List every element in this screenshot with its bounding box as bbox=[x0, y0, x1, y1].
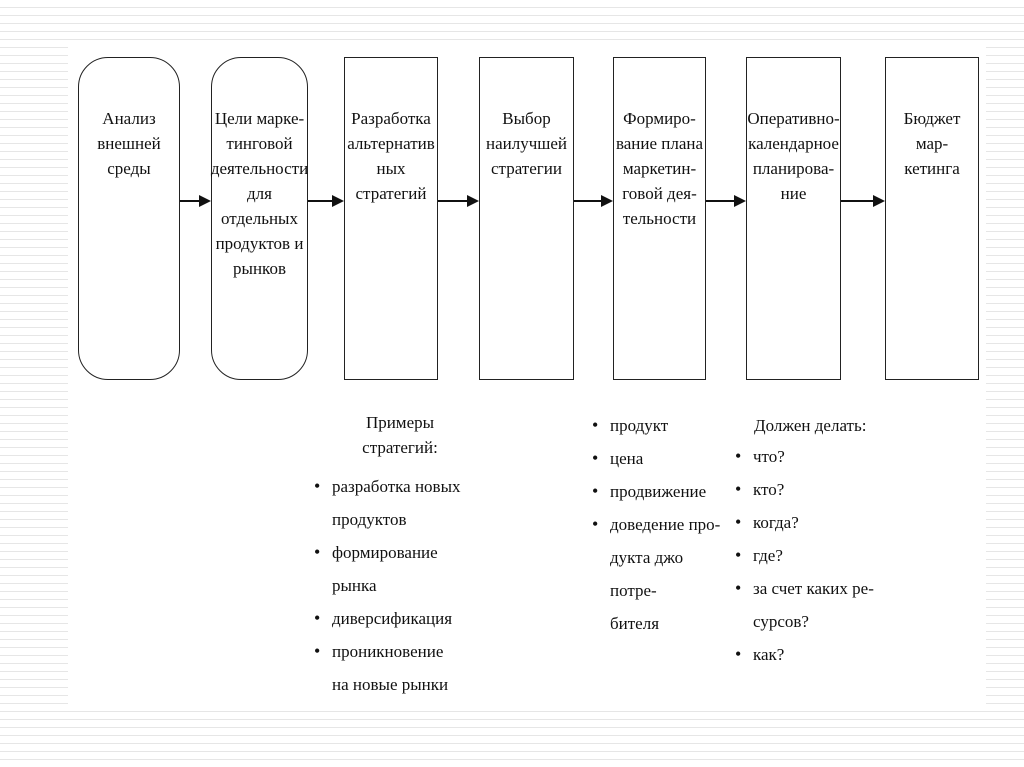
arrow-4 bbox=[574, 194, 613, 208]
box-alternative-strategies bbox=[344, 57, 438, 380]
plan-element-item: • продукт bbox=[592, 409, 722, 442]
strategy-item: • диверсификация bbox=[314, 602, 494, 635]
must-do-item: • что? bbox=[735, 440, 895, 473]
box-best-strategy bbox=[479, 57, 574, 380]
box-marketing-budget bbox=[885, 57, 979, 380]
plan-element-item: • продвижение bbox=[592, 475, 722, 508]
box-marketing-goals bbox=[211, 57, 308, 380]
must-do-item: • как? bbox=[735, 638, 895, 671]
box-marketing-budget-label: Бюджет мар- кетинга bbox=[903, 109, 961, 178]
box-best-strategy-label: Выбор наилучшей стратегии bbox=[485, 109, 567, 178]
must-do-item: • когда? bbox=[735, 506, 895, 539]
strategies-title: Примеры стратегий: bbox=[362, 413, 438, 457]
slide-content bbox=[68, 42, 986, 710]
box-marketing-goals-label: Цели марке- тинговой деятельности для отдельных продуктов и рынков bbox=[210, 109, 309, 278]
arrow-1 bbox=[180, 194, 211, 208]
must-do-item: • кто? bbox=[735, 473, 895, 506]
box-operational-planning-label: Оперативно- календарное планирова- ние bbox=[747, 109, 840, 203]
box-external-analysis-label: Анализ внешней среды bbox=[97, 109, 161, 178]
arrow-6 bbox=[841, 194, 885, 208]
arrow-5 bbox=[706, 194, 746, 208]
must-do-item: • где? bbox=[735, 539, 895, 572]
arrow-2 bbox=[308, 194, 344, 208]
must-do-item: • за счет каких ре- сурсов? bbox=[735, 572, 895, 638]
plan-element-item: • цена bbox=[592, 442, 722, 475]
strategy-item: • проникновение на новые рынки bbox=[314, 635, 494, 701]
box-alternative-strategies-label: Разработка альтернатив ных стратегий bbox=[347, 109, 435, 203]
plan-element-item: • доведение про- дукта джо потре- бителя bbox=[592, 508, 722, 640]
must-do-title: Должен делать: bbox=[754, 416, 867, 435]
box-external-analysis bbox=[78, 57, 180, 380]
arrow-3 bbox=[438, 194, 479, 208]
strategy-item: • разработка новых продуктов bbox=[314, 470, 494, 536]
box-plan-formation-label: Формиро- вание плана маркетин- говой дея- тельности bbox=[615, 109, 704, 228]
plan-elements-list bbox=[592, 409, 722, 640]
strategy-item: • формирование рынка bbox=[314, 536, 494, 602]
must-do-list bbox=[735, 440, 895, 671]
box-operational-planning bbox=[746, 57, 841, 380]
strategies-list bbox=[314, 470, 494, 701]
box-plan-formation bbox=[613, 57, 706, 380]
